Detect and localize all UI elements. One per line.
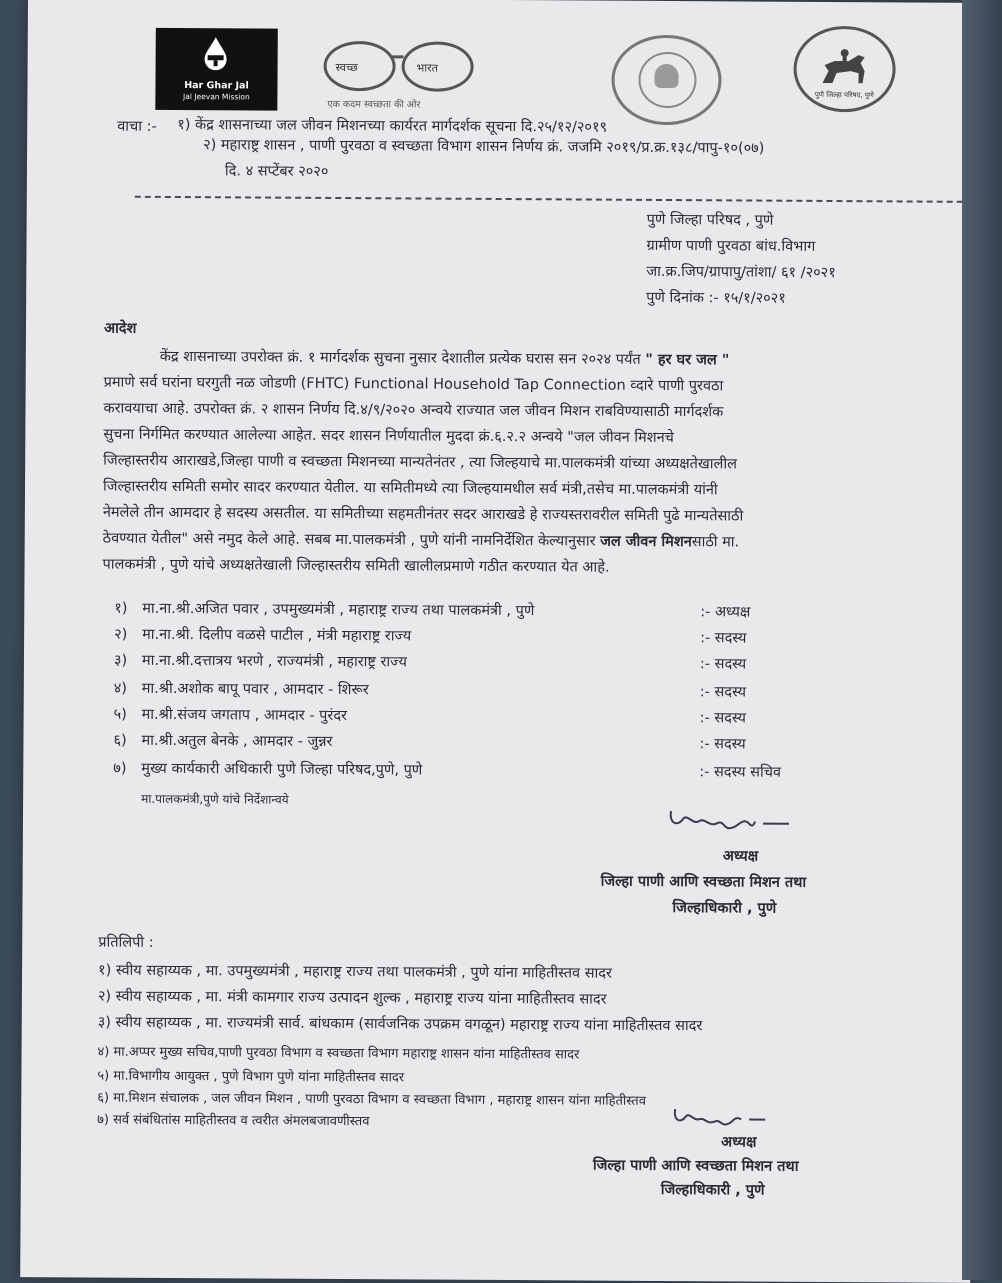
- signatory-line-2: जिल्हाधिकारी , पुणे: [672, 900, 777, 917]
- signatory-title: अध्यक्ष: [722, 848, 759, 865]
- member-number: ७): [113, 760, 127, 777]
- order-paragraph-line: करावयाचा आहे. उपरोक्त क्रं. २ शासन निर्णय दि.४/९/२०२० अन्वये राज्यात जल जीवन मिशन राबविण्यासाठी मार्गदर्शक: [103, 400, 724, 421]
- order-paragraph-line: [103, 532, 740, 550]
- order-paragraph-line: नेमलेले तीन आमदार हे सदस्य असतील. या समितीच्या सहमतीनंतर सदर आराखडे हे राज्यस्तरावरील समिती पुढे मान्यतेसाठी: [102, 504, 744, 525]
- water-drop-icon: [202, 36, 230, 70]
- order-paragraph-line: पालकमंत्री , पुणे यांचे अध्यक्षतेखाली जिल्हास्तरीय समिती खालीलप्रमाणे गठीत करण्यात येत आहे.: [102, 556, 610, 576]
- member-name: मा.ना.श्री. दिलीप वळसे पाटील , मंत्री महाराष्ट्र राज्य: [142, 626, 412, 645]
- handwritten-signature: [663, 797, 813, 838]
- member-number: २): [114, 626, 128, 643]
- references-label: वाचा :-: [117, 118, 157, 135]
- member-role: :- अध्यक्ष: [700, 604, 751, 621]
- copy-item: ७) सर्व संबंधितांस माहितीस्तव व त्वरीत अंमलबजावणीस्तव: [97, 1112, 370, 1130]
- copies-title: प्रतिलिपी :: [98, 934, 154, 951]
- copy-item: ६) मा.मिशन संचालक , जल जीवन मिशन , पाणी पुरवठा विभाग व स्वच्छता विभाग , महाराष्ट्र शासन यांना माहितीस्तव: [97, 1090, 647, 1109]
- logo-line-2: Jal Jeevan Mission: [183, 92, 250, 102]
- office-date: पुणे दिनांक :- १५/१/२०२१: [646, 289, 786, 307]
- office-ref-number: जा.क्र.जिप/ग्रापापु/तांशा/ ६१ /२०२१: [646, 263, 836, 282]
- order-title: आदेश: [103, 320, 137, 337]
- logo-line-1: Har Ghar Jal: [184, 80, 249, 92]
- signatory-title: अध्यक्ष: [720, 1134, 757, 1151]
- member-role: :- सदस्य: [700, 630, 747, 647]
- copy-item: १) स्वीय सहाय्यक , मा. उपमुख्यमंत्री , महाराष्ट्र राज्य तथा पालकमंत्री , पुणे यांना माहितीस्तव सादर: [98, 962, 612, 982]
- order-paragraph-line: जिल्हास्तरीय आराखडे,जिल्हा पाणी व स्वच्छता मिशनच्या मान्यतेनंतर , त्या जिल्हयाचे मा.पालकमंत्री यांच्या अध्यक्षतेखालील: [103, 452, 738, 473]
- jal-jeevan-mission-phrase: जल जीवन मिशन: [600, 533, 692, 551]
- member-name: मा.श्री.अशोक बापू पवार , आमदार - शिरूर: [141, 680, 369, 699]
- member-number: ६): [113, 732, 127, 749]
- member-number: ३): [113, 652, 128, 669]
- order-paragraph-line: [160, 350, 730, 368]
- member-role: :- सदस्य: [699, 736, 746, 753]
- glasses-left-lens: [323, 41, 395, 91]
- handwritten-signature: [669, 1099, 789, 1132]
- background-edge: [962, 0, 1002, 1280]
- swachh-word: स्वच्छ: [335, 60, 358, 75]
- member-name: मा.श्री.संजय जगताप , आमदार - पुरंदर: [141, 706, 348, 725]
- seal-label: पुणे जिल्हा परिषद, पुणे: [814, 90, 874, 100]
- copy-item: ४) मा.अप्पर मुख्य सचिव,पाणी पुरवठा विभाग व स्वच्छता विभाग महाराष्ट्र शासन यांना माहितीस्तव सादर: [97, 1044, 580, 1063]
- order-paragraph-line: सुचना निर्गमित करण्यात आलेल्या आहेत. सदर शासन निर्णयातील मुददा क्रं.६.२.२ अन्वये "जल जीवन मिशनचे: [103, 426, 674, 447]
- member-role: :- सदस्य: [699, 710, 746, 727]
- signatory-line-1: जिल्हा पाणी आणि स्वच्छता मिशन तथा: [600, 873, 807, 891]
- swachh-bharat-tagline: एक कदम स्वच्छता की ओर: [327, 98, 421, 111]
- member-name: मा.ना.श्री.अजित पवार , उपमुख्यमंत्री , महाराष्ट्र राज्य तथा पालकमंत्री , पुणे: [142, 600, 535, 620]
- glasses-bridge: [392, 55, 404, 58]
- copy-item: ३) स्वीय सहाय्यक , मा. राज्यमंत्री सार्व. बांधकाम (सार्वजनिक उपक्रम वगळून) महाराष्ट्र राज्य यांना माहितीस्तव सादर: [97, 1014, 703, 1035]
- directive-note: मा.पालकमंत्री,पुणे यांचे निर्देशान्वये: [141, 791, 289, 807]
- reference-2: २) महाराष्ट्र शासन , पाणी पुरवठा व स्वच्छता विभाग शासन निर्णय क्रं. जजमि २०१९/प्र.क्र.१३८/पापु-१०(०७): [203, 137, 765, 157]
- bharat-word: भारत: [416, 61, 438, 75]
- reference-2-date: दि. ४ सप्टेंबर २०२०: [224, 163, 329, 180]
- member-name: मुख्य कार्यकारी अधिकारी पुणे जिल्हा परिषद,पुणे, पुणे: [141, 760, 423, 779]
- signatory-line-1: जिल्हा पाणी आणि स्वच्छता मिशन तथा: [592, 1157, 799, 1175]
- horse-rider-icon: [814, 47, 876, 87]
- office-line-1: पुणे जिल्हा परिषद , पुणे: [646, 211, 774, 229]
- zilla-parishad-seal: [793, 26, 896, 113]
- har-ghar-jal-logo: [155, 28, 277, 111]
- reference-1: १) केंद्र शासनाच्या जल जीवन मिशनच्या कार्यरत मार्गदर्शक सूचना दि.२५/१२/२०१९: [177, 117, 608, 136]
- swachh-bharat-logo: [319, 35, 479, 110]
- order-paragraph-line: प्रमाणे सर्व घरांना घरगुती नळ जोडणी (FHTC) Functional Household Tap Connection व्दारे पाणी पुरवठा: [103, 374, 724, 395]
- office-line-2: ग्रामीण पाणी पुरवठा बांध.विभाग: [646, 237, 816, 255]
- document-page: [20, 0, 978, 1283]
- member-role: :- सदस्य: [699, 656, 747, 673]
- signatory-line-2: जिल्हाधिकारी , पुणे: [660, 1181, 765, 1199]
- member-name: मा.ना.श्री.दत्तात्रय भरणे , राज्यमंत्री , महाराष्ट्र राज्य: [141, 652, 407, 671]
- order-paragraph-line: जिल्हास्तरीय समिती समोर सादर करण्यात येतील. या समितीमध्ये त्या जिल्हयामधील सर्व मंत्री,तसेच मा.पालकमंत्री यांनी: [102, 478, 718, 499]
- copy-item: २) स्वीय सहाय्यक , मा. मंत्री कामगार राज्य उत्पादन शुल्क , महाराष्ट्र राज्य यांना माहितीस्तव सादर: [97, 988, 607, 1008]
- member-name: मा.श्री.अतुल बेनके , आमदार - जुन्नर: [141, 732, 333, 750]
- member-number: १): [114, 600, 128, 617]
- order-text: केंद्र शासनाच्या उपरोक्त क्रं. १ मार्गदर्शक सुचना नुसार देशातील प्रत्येक घरास सन २०२४ पर्यंत: [159, 348, 646, 368]
- copy-item: ५) मा.विभागीय आयुक्त , पुणे विभाग पुणे यांना माहितीस्तव सादर: [97, 1068, 405, 1086]
- member-role: :- सदस्य सचिव: [699, 764, 782, 781]
- member-role: :- सदस्य: [699, 684, 747, 701]
- separator-line: [135, 196, 973, 203]
- seal-emblem-icon: [654, 64, 678, 88]
- order-text: साठी मा.: [691, 534, 740, 551]
- maharashtra-govt-seal: [611, 35, 722, 126]
- member-number: ४): [113, 680, 128, 697]
- member-number: ५): [113, 706, 127, 723]
- order-text: ठेवण्यात येतील" असे नमुद केले आहे. सबब मा.पालकमंत्री , पुणे यांनी नामनिर्देशित केल्यानुसार: [102, 530, 601, 550]
- har-ghar-jal-phrase: " हर घर जल ": [645, 351, 730, 369]
